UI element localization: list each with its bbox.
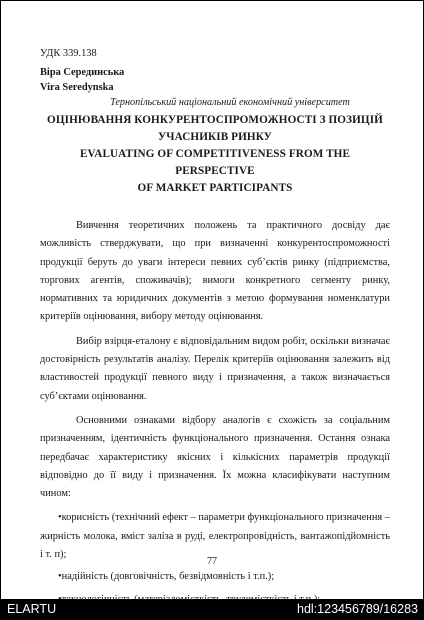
handle-link[interactable]: hdl:123456789/16283: [297, 602, 418, 616]
footer-bar: [0, 600, 424, 620]
title-ua-line2: УЧАСНИКІВ РИНКУ: [158, 131, 272, 143]
bullet-icon: •: [58, 571, 62, 583]
page-number: 77: [207, 556, 217, 567]
document-page: [40, 46, 390, 613]
bullet-item: [58, 568, 390, 586]
title-en-line2: OF MARKET PARTICIPANTS: [137, 182, 293, 194]
repository-name: ELARTU: [7, 602, 57, 616]
title-ua-line1: ОЦІНЮВАННЯ КОНКУРЕНТОСПРОМОЖНОСТІ З ПОЗИЦІЙ: [47, 114, 383, 126]
paragraph: Вибір взірця-еталону є відповідальним видом робіт, оскільки визначає достовірність результатів аналізу. Перелік критеріїв оцінювання залежить від властивостей продукції певного виду і призначення, а також визначається суб’єктами оцінювання.: [40, 335, 390, 402]
author-en: Vira Seredynska: [40, 82, 114, 93]
author-ua: Віра Серединська: [40, 67, 125, 78]
affiliation: Тернопільський національний економічний університет: [110, 97, 350, 108]
paragraph: Основними ознаками відбору аналогів є схожість за соціальним призначенням, ідентичність функціонального призначення. Остання ознака передбачає характеристику якісних і кількісних параметрів продукції відповідно до її виду і призначення. Їх можна класифікувати наступним чином:: [40, 414, 390, 500]
title-en-line1: EVALUATING OF COMPETITIVENESS FROM THE PERSPECTIVE: [79, 148, 351, 177]
bullet-text: надійність (довговічність, безвідмовність і т.п.);: [61, 571, 275, 583]
bullet-icon: •: [58, 512, 62, 524]
paragraph: Вивчення теоретичних положень та практичного досвіду дає можливість стверджувати, що при визначенні конкурентоспроможності продукції беруть до уваги інтереси певних суб’єктів ринку (підприємства, торгових агентів, споживачів); вимоги конкретного сегменту ринку, нормативних та юридичних документів з метою формування номенклатури критеріїв оцінювання, вибору методу оцінювання.: [40, 220, 390, 323]
bullet-text: корисність (технічний ефект – параметри функціонального призначення – жирність молока, вміст заліза в руді, електропровідність, вантажопідйомність і т. п);: [40, 512, 390, 561]
udk-code: УДК 339.138: [40, 48, 97, 59]
